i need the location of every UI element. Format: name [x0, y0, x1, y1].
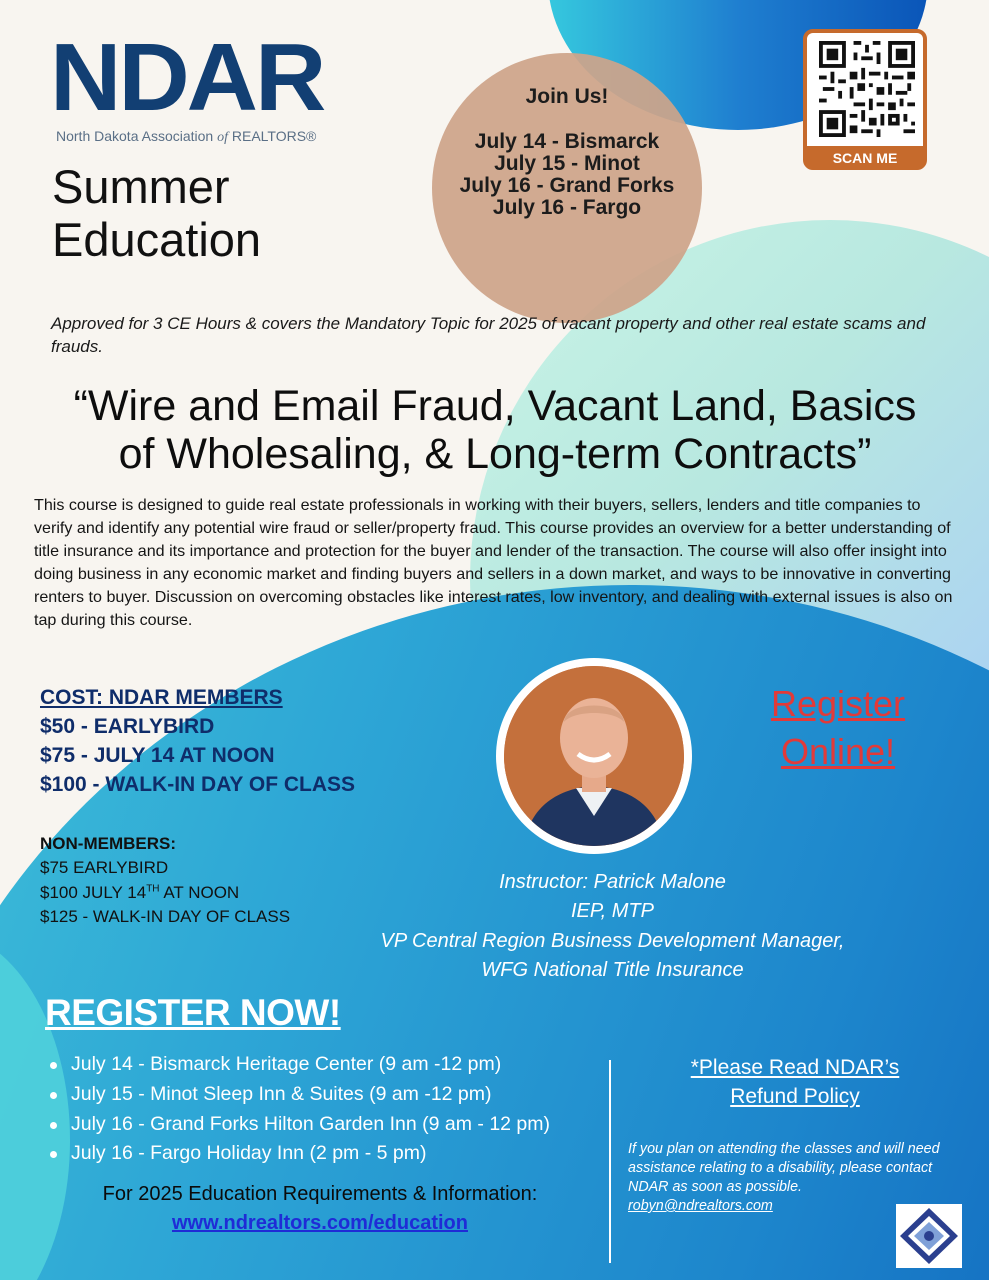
instructor-company: WFG National Title Insurance [481, 959, 744, 982]
requirements-text: For 2025 Education Requirements & Information: [102, 1183, 538, 1205]
refund-policy-link[interactable] [640, 1053, 950, 1112]
nonmember-cost-item: $125 - WALK-IN DAY OF CLASS [40, 906, 291, 926]
list-item: July 16 - Fargo Holiday Inn (2 pm - 5 pm) [47, 1139, 550, 1169]
contact-email-link[interactable]: robyn@ndrealtors.com [628, 1198, 773, 1214]
refund-line-2: Refund Policy [730, 1085, 860, 1109]
logo-subtitle-main: North Dakota Association [56, 128, 218, 144]
list-item: July 15 - Minot Sleep Inn & Suites (9 am -12 pm) [47, 1080, 550, 1110]
course-title-line-2: of Wholesaling, & Long-term Contracts” [118, 430, 872, 479]
education-link[interactable]: www.ndrealtors.com/education [172, 1212, 468, 1234]
ndar-logo [50, 24, 324, 146]
course-title [20, 382, 970, 478]
instructor-photo [496, 658, 692, 854]
dates-block [432, 85, 702, 219]
instructor-portrait [504, 666, 684, 846]
instructor-name: Instructor: Patrick Malone [499, 871, 726, 893]
ordinal-suffix: TH [146, 882, 160, 894]
member-cost-item: $75 - JULY 14 AT NOON [40, 743, 275, 767]
list-item: July 14 - Bismarck Heritage Center (9 am -12 pm) [47, 1050, 550, 1080]
headline-line-2: Education [52, 213, 262, 267]
register-online-line-2: Online! [780, 730, 896, 772]
nonmember-cost-time: AT NOON [159, 882, 240, 902]
date-item: July 15 - Minot [494, 152, 640, 176]
headline-line-1: Summer [52, 160, 230, 213]
refund-line-1: *Please Read NDAR’s [690, 1056, 900, 1079]
register-online-line-1: Register [770, 683, 906, 724]
date-item: July 16 - Fargo [492, 196, 642, 220]
course-description: This course is designed to guide real estate professionals in working with their buyers, sellers, lenders and title companies to verify and identify any potential wire fraud or seller/property fraud. This course provides an overview for a better understanding of title insurance and its importance and protection for the buyer and lender of the transaction. The course will also offer insight into doing business in any economic market and finding buyers and sellers in a down market, and ways to be innovative in converting renters to buyer. Discussion on overcoming obstacles like interest rates, low inventory, and dealing with external issues is also on tap during this course. [34, 496, 953, 630]
requirements-info [30, 1180, 610, 1238]
logo-subtitle-end: REALTORS® [227, 128, 317, 144]
list-item: July 16 - Grand Forks Hilton Garden Inn (9 am - 12 pm) [47, 1110, 550, 1140]
instructor-credentials: IEP, MTP [571, 900, 654, 923]
seal-graphic [896, 1204, 962, 1268]
date-item: July 14 - Bismarck [474, 130, 660, 153]
date-item: July 16 - Grand Forks [459, 174, 675, 198]
register-online-link[interactable] [748, 680, 928, 775]
scan-me-label: SCAN ME [807, 146, 923, 170]
nonmember-cost-item [40, 881, 290, 905]
logo-subtitle-of: of [217, 130, 228, 145]
locations-list [47, 1050, 550, 1169]
instructor-info [320, 868, 905, 986]
member-cost-item: $50 - EARLYBIRD [40, 714, 215, 738]
divider [609, 1060, 611, 1263]
join-us-heading: Join Us! [525, 85, 609, 108]
qr-code[interactable] [803, 29, 927, 170]
member-costs-header: COST: NDAR MEMBERS [40, 686, 283, 709]
approved-note: Approved for 3 CE Hours & covers the Mandatory Topic for 2025 of vacant property and other real estate scams and frauds. [51, 314, 926, 356]
person-icon [504, 666, 684, 846]
member-costs [40, 684, 355, 800]
nonmember-costs [40, 832, 290, 929]
seal-logo-icon [896, 1204, 962, 1268]
instructor-role: VP Central Region Business Development Manager, [380, 929, 845, 952]
qr-code-icon [819, 41, 915, 137]
disability-text: If you plan on attending the classes and will need assistance relating to a disability, please contact NDAR as soon as possible. [628, 1141, 940, 1195]
logo-mark: NDAR [50, 24, 324, 131]
member-cost-item: $100 - WALK-IN DAY OF CLASS [40, 772, 356, 796]
nonmember-cost-item: $75 EARLYBIRD [40, 858, 169, 878]
register-now-heading[interactable]: REGISTER NOW! [45, 992, 341, 1033]
nonmember-costs-header: NON-MEMBERS: [40, 834, 176, 853]
nonmember-cost-date: $100 JULY 14 [40, 882, 147, 902]
page-title [52, 160, 261, 266]
course-title-line-1: “Wire and Email Fraud, Vacant Land, Basics [73, 382, 917, 430]
